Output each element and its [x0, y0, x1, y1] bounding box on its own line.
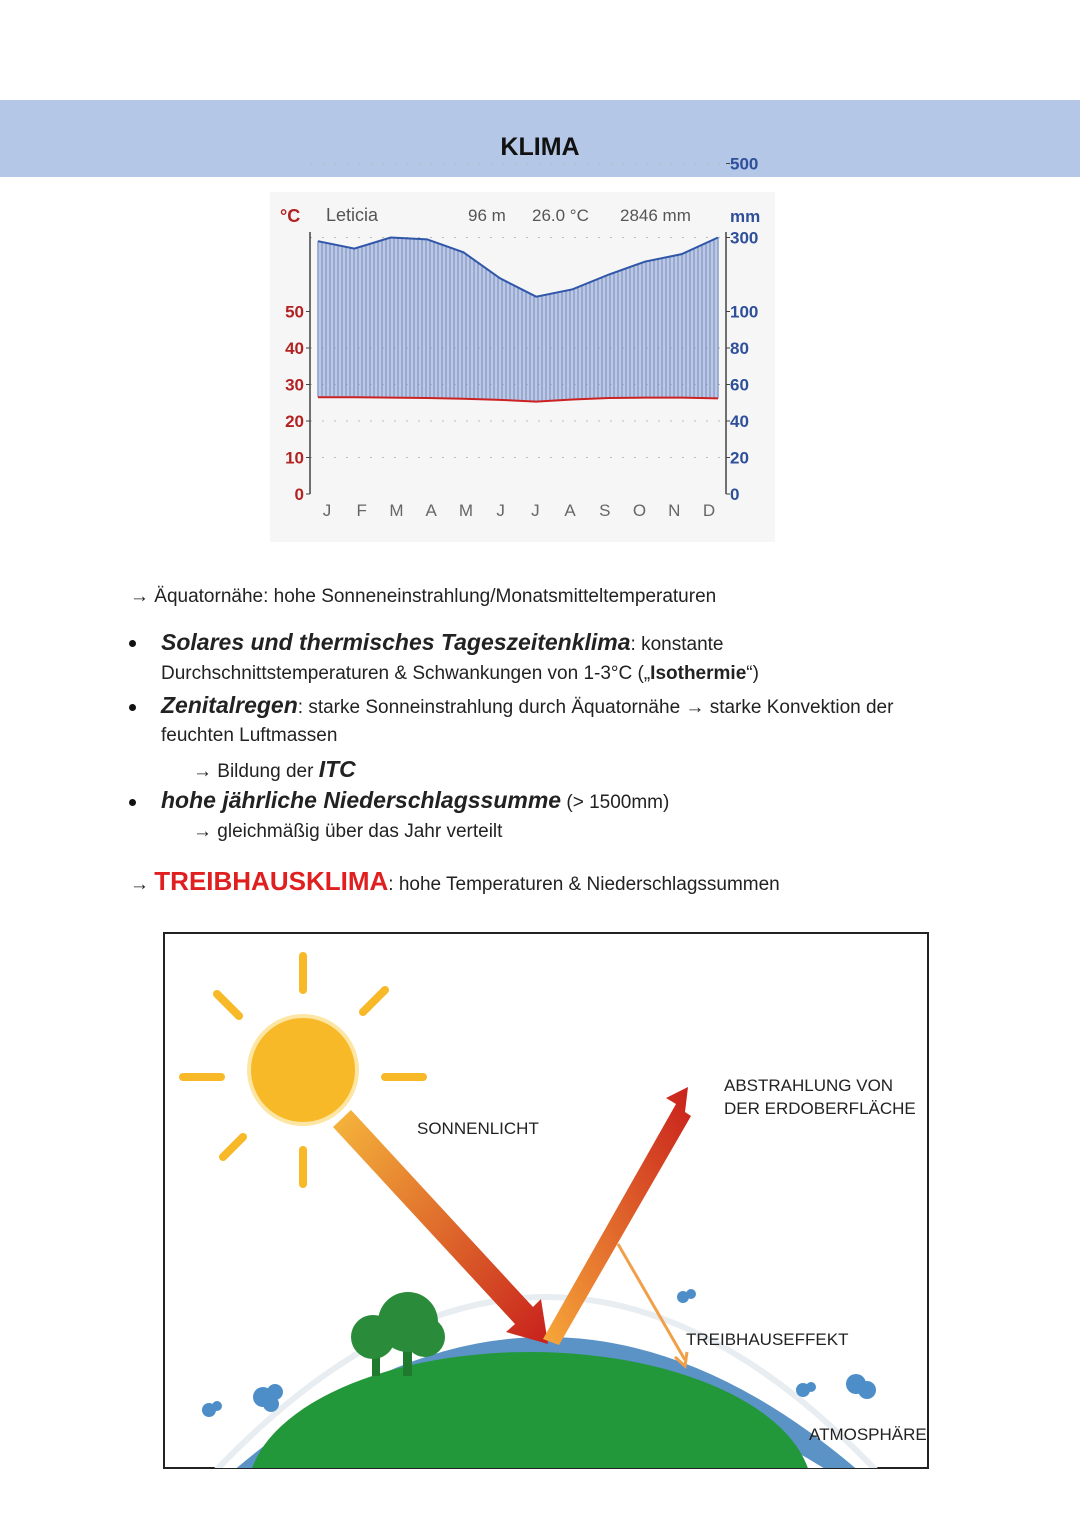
station-annual-precip: 2846 mm — [620, 206, 691, 225]
climate-diagram — [270, 154, 775, 542]
bullet-3-line-1 — [161, 787, 669, 814]
bullet-1-line-2-end: “) — [746, 663, 759, 684]
month-label: O — [632, 501, 647, 520]
right-tick-label: 80 — [730, 339, 749, 358]
left-tick-label: 10 — [285, 448, 304, 468]
bullet-3-sub: → gleichmäßig über das Jahr verteilt — [193, 821, 503, 842]
page-title: KLIMA — [500, 133, 580, 161]
month-label: J — [322, 501, 332, 520]
page-header — [0, 100, 1080, 177]
bullet-1 — [129, 640, 136, 647]
atmosphere-label: ATMOSPHÄRE — [809, 1425, 927, 1444]
month-label: J — [531, 501, 540, 520]
isothermie-term: Isothermie — [650, 663, 747, 684]
bullet-1-line-1 — [161, 629, 724, 656]
right-tick-label: 300 — [730, 228, 759, 248]
month-label: F — [356, 501, 367, 520]
left-tick-label: 50 — [285, 302, 304, 322]
right-tick-label: 0 — [730, 485, 740, 504]
left-tick-label: 20 — [285, 412, 304, 431]
right-tick-label: 20 — [730, 448, 749, 468]
greenhouse-gases-label: TREIBHAUSGASE — [657, 1229, 802, 1248]
bullet-3-title: hohe jährliche Niederschlagssumme — [161, 787, 562, 813]
bullet-2-rest: : starke Sonneinstrahlung durch Äquatornähe → starke Konvektion der — [297, 697, 894, 718]
right-tick-label: 40 — [730, 412, 749, 431]
bullet-2-line-1 — [161, 692, 893, 719]
month-label: D — [702, 501, 716, 520]
right-tick-label: 60 — [730, 375, 749, 395]
month-label: S — [599, 501, 611, 520]
sunlight-label: SONNENLICHT — [417, 1119, 539, 1138]
station-name: Leticia — [326, 205, 379, 225]
month-label: M — [389, 501, 404, 520]
left-tick-label: 0 — [294, 485, 304, 504]
bullet-1-title: Solares und thermisches Tageszeitenklima — [161, 629, 631, 655]
station-elevation: 96 m — [468, 206, 506, 225]
bullet-1-rest: : konstante — [630, 634, 724, 655]
itc-term: ITC — [318, 756, 356, 782]
right-tick-label: 500 — [730, 154, 759, 174]
emission-label-line-2: DER ERDOBERFLÄCHE — [724, 1099, 916, 1118]
bullet-1-line-2 — [161, 663, 759, 685]
bullet-2-line-2: feuchten Luftmassen — [161, 725, 338, 746]
treibhausklima-line — [130, 866, 780, 897]
greenhouse-diagram — [163, 932, 929, 1469]
bullet-1-line-2-text: Durchschnittstemperaturen & Schwankungen von 1-3°C („ — [161, 663, 651, 684]
emission-label-line-1: ABSTRAHLUNG VON — [724, 1076, 894, 1095]
bullet-3 — [129, 799, 136, 806]
right-unit-label: mm — [730, 207, 761, 226]
bullet-2 — [129, 704, 136, 711]
left-unit-label: °C — [280, 206, 301, 226]
left-tick-label: 40 — [285, 339, 304, 358]
treibhausklima-rest: : hohe Temperaturen & Niederschlagssummen — [388, 874, 780, 895]
bullet-2-title: Zenitalregen — [161, 692, 298, 718]
bullet-3-rest: (> 1500mm) — [561, 792, 670, 813]
bullet-2-sub-text: → Bildung der — [193, 761, 319, 782]
treibhausklima-title: TREIBHAUSKLIMA — [154, 866, 389, 896]
left-tick-label: 30 — [285, 375, 304, 395]
station-mean-temp: 26.0 °C — [532, 206, 589, 225]
month-label: A — [425, 501, 437, 520]
greenhouse-effect-label: TREIBHAUSEFFEKT — [686, 1330, 849, 1349]
treibhausklima-arrow: → — [130, 874, 155, 895]
right-tick-label: 100 — [730, 302, 759, 322]
equator-arrow-line: → Äquatornähe: hohe Sonneneinstrahlung/Monatsmitteltemperaturen — [130, 586, 717, 607]
bullet-2-sub — [193, 756, 356, 783]
month-label: N — [668, 501, 681, 520]
month-label: A — [564, 501, 576, 520]
month-label: M — [458, 501, 473, 520]
month-label: J — [496, 501, 505, 520]
